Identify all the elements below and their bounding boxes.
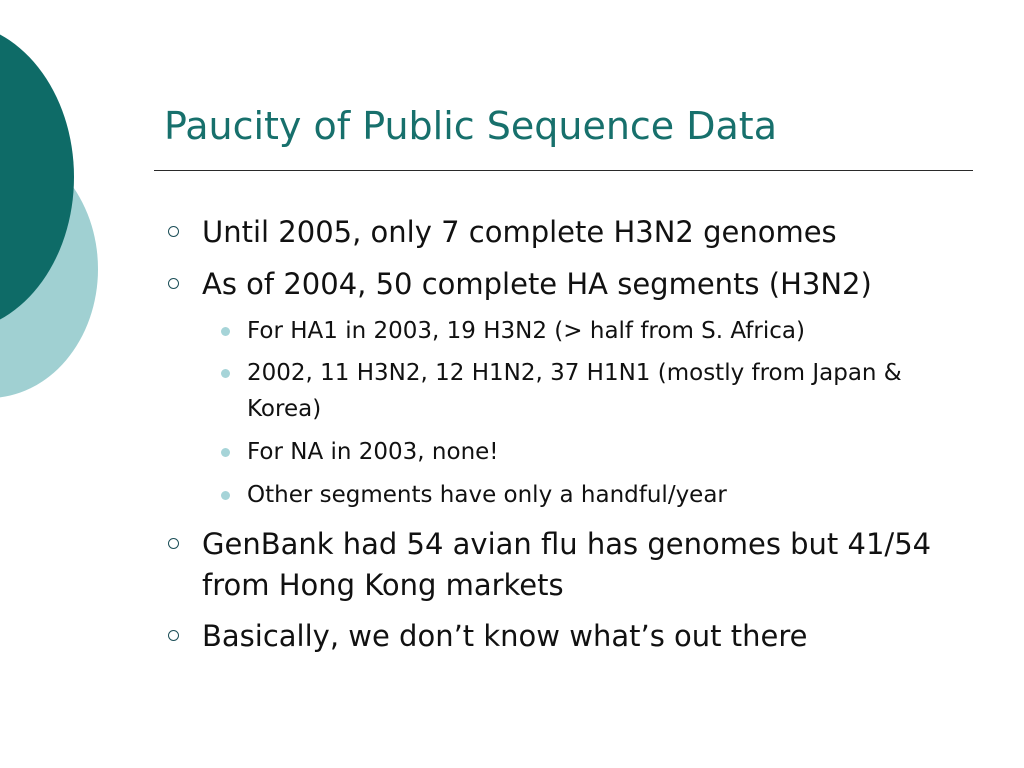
- sub-bullet-text: 2002, 11 H3N2, 12 H1N2, 37 H1N1 (mostly from Japan & Korea): [247, 360, 902, 422]
- bullet-item: [202, 264, 962, 305]
- bullet-text: As of 2004, 50 complete HA segments (H3N2): [202, 267, 872, 301]
- hollow-circle-bullet-icon: [168, 538, 179, 549]
- hollow-circle-bullet-icon: [168, 226, 179, 237]
- bullet-text: Until 2005, only 7 complete H3N2 genomes: [202, 215, 837, 249]
- hollow-circle-bullet-icon: [168, 278, 179, 289]
- dot-bullet-icon: [221, 491, 230, 500]
- dot-bullet-icon: [221, 448, 230, 457]
- sub-bullet-item: [247, 355, 927, 427]
- slide-title: Paucity of Public Sequence Data: [164, 104, 777, 148]
- bullet-item: [202, 616, 962, 657]
- dot-bullet-icon: [221, 327, 230, 336]
- sub-bullet-text: For NA in 2003, none!: [247, 439, 499, 465]
- bullet-text: GenBank had 54 avian flu has genomes but 41/54 from Hong Kong markets: [202, 527, 932, 602]
- sub-bullet-text: Other segments have only a handful/year: [247, 482, 727, 508]
- bullet-item: [202, 212, 962, 253]
- hollow-circle-bullet-icon: [168, 630, 179, 641]
- bullet-text: Basically, we don’t know what’s out there: [202, 619, 808, 653]
- sub-bullet-text: For HA1 in 2003, 19 H3N2 (> half from S. Africa): [247, 318, 805, 344]
- sub-bullet-item: [247, 477, 927, 513]
- sub-bullet-item: [247, 434, 927, 470]
- bullet-item: [202, 524, 962, 606]
- dot-bullet-icon: [221, 369, 230, 378]
- sub-bullet-item: [247, 313, 927, 349]
